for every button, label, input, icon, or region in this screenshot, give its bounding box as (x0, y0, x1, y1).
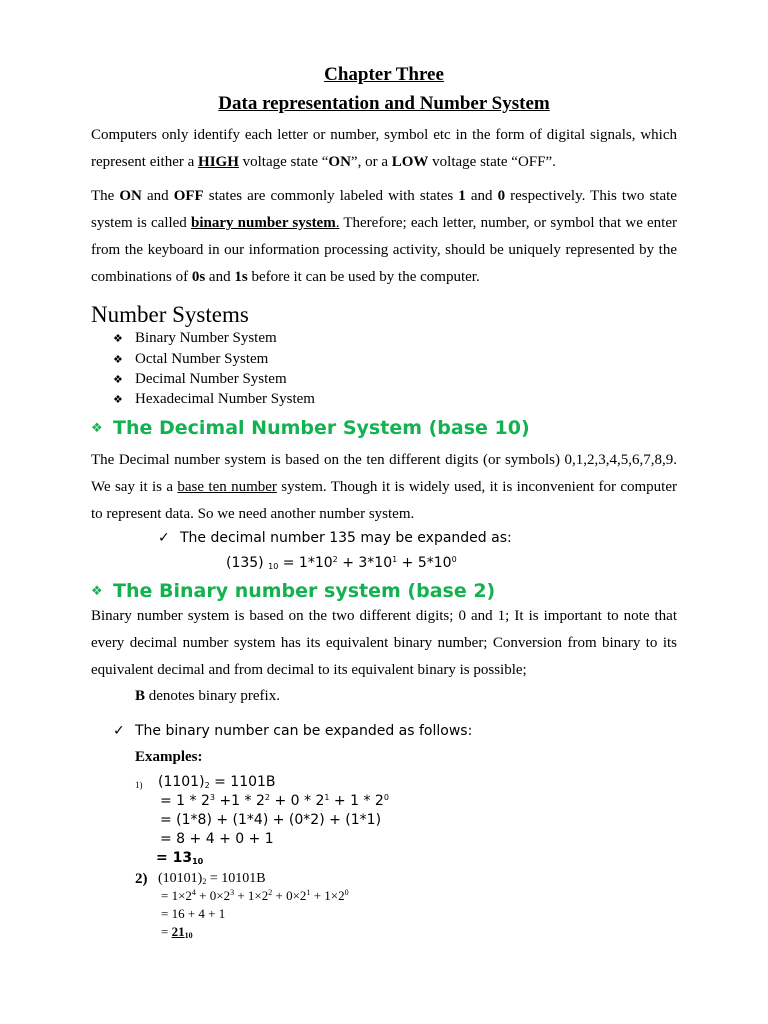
examples-label: Examples: (135, 749, 203, 765)
decimal-expansion-equation: (135) $_{10} = 1*10^2 + 3*10^1 + 5*10^0$ (226, 555, 457, 571)
binary-number-system-term: binary number system (190, 215, 336, 231)
page-subtitle: Data representation and Number System (218, 93, 550, 114)
example-1-line-2: = $1 * 2^3 +1 * 2^2 + 0 * 2^1 + 1 * 2^0$ (160, 793, 389, 809)
example-1-number: 1) (135, 780, 143, 790)
diamond-bullet-icon: ❖ (113, 394, 123, 406)
binary-paragraph: Binary number system is based on the two different digits; 0 and 1; It is important to note that every decimal number system has its equivalent binary number; Conversion from binary to its equivalent decimal and from decimal to its equivalent binary is possible; (91, 608, 677, 678)
binary-section-heading: ❖ The Binary number system (base 2) (91, 580, 496, 602)
base-ten-term: base ten number (177, 479, 277, 495)
example-2-line-1: $(10101)_2 = 10101B$ (158, 871, 266, 886)
diamond-bullet-icon: ❖ (113, 333, 123, 345)
decimal-section-heading: ❖ The Decimal Number System (base 10) (91, 417, 530, 439)
diamond-bullet-icon: ❖ (113, 374, 123, 386)
list-item: ❖ Binary Number System (113, 330, 277, 346)
example-2-line-2: = $1\times 2^4 + 0\times 2^3 + 1\times 2^2 + 0\times 2^1 + 1\times 2^0$ (161, 888, 349, 903)
chapter-title: Chapter Three (324, 64, 444, 85)
binary-note: ✓ The binary number can be expanded as follows: (113, 723, 473, 739)
number-systems-heading: Number Systems (91, 302, 249, 327)
list-item: ❖ Octal Number System (113, 351, 269, 367)
example-2-line-3: = 16 + 4 + 1 (161, 906, 226, 921)
checkmark-icon: ✓ (113, 723, 125, 739)
diamond-bullet-icon: ❖ (113, 354, 123, 366)
diamond-bullet-icon: ❖ (91, 584, 103, 599)
example-1-line-3: = (1*8) + (1*4) + (0*2) + (1*1) (160, 812, 382, 828)
diamond-bullet-icon: ❖ (91, 421, 103, 436)
decimal-paragraph: The Decimal number system is based on the ten different digits (or symbols) 0,1,2,3,4,5,6,7,8,9. We say it is a base ten number system. Though it is widely used, it is inconvenient for computer to represent data. So we need another number system. (91, 452, 677, 522)
binary-prefix-note: B denotes binary prefix. (135, 688, 280, 704)
checkmark-icon: ✓ (158, 530, 170, 546)
list-item: ❖ Decimal Number System (113, 371, 287, 387)
decimal-note: ✓ The decimal number 135 may be expanded as: (158, 530, 512, 546)
example-1-line-1: $(1101)_2 = 1101B$ (158, 774, 276, 790)
high-term: HIGH (198, 154, 239, 170)
intro-paragraph-1: Computers only identify each letter or number, symbol etc in the form of digital signals, which represent either a HIGH voltage state “ON”, or a LOW voltage state “OFF”. (91, 127, 677, 170)
example-1-line-4: = 8 + 4 + 0 + 1 (160, 831, 274, 847)
example-2-result: = $21_{10}$ (161, 924, 193, 940)
intro-paragraph-2: The ON and OFF states are commonly labeled with states 1 and 0 respectively. This two state system is called binary number system. Therefore; each letter, number, or symbol that we enter from the keyboard in our information processing activity, should be uniquely represented by the combinations of 0s and 1s before it can be used by the computer. (91, 188, 677, 285)
list-item: ❖ Hexadecimal Number System (113, 391, 315, 407)
example-2-number: 2) (135, 871, 148, 887)
example-1-result: = $13_{10}$ (156, 850, 204, 866)
